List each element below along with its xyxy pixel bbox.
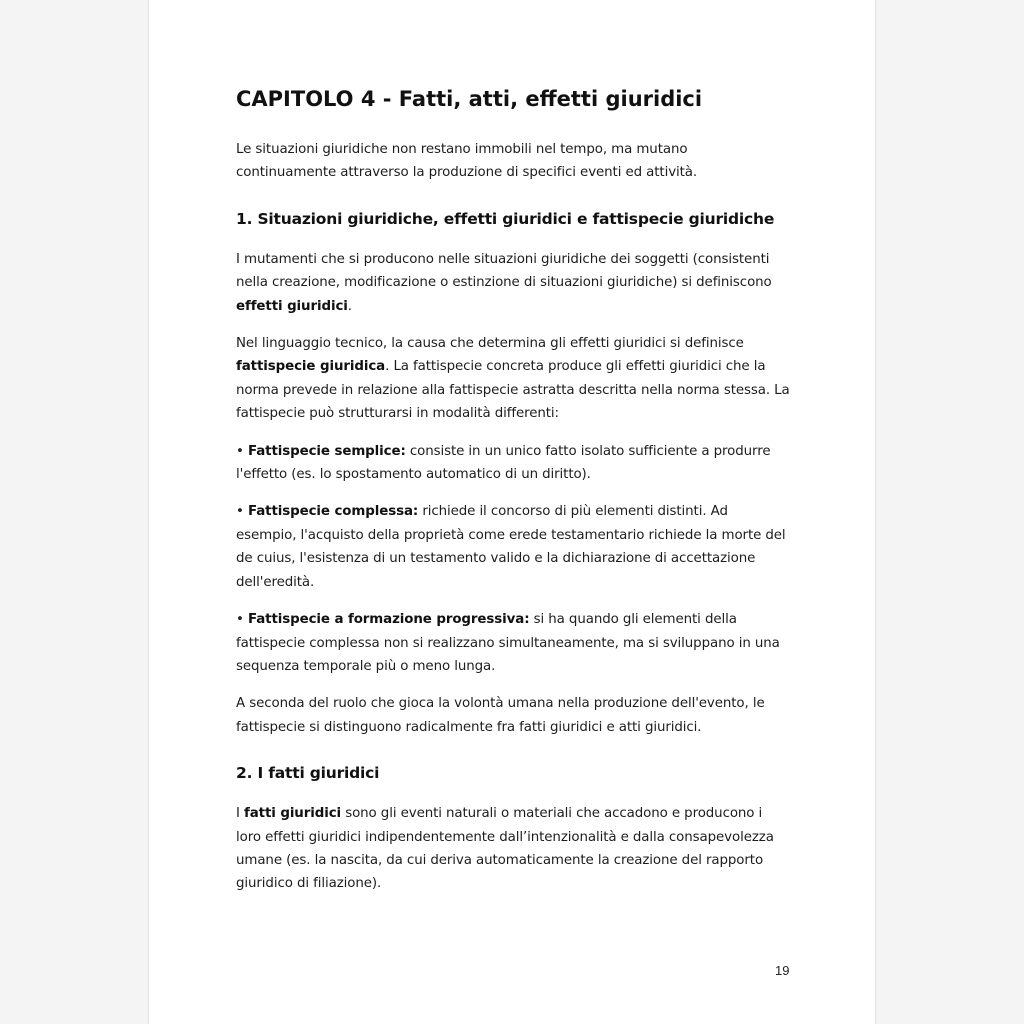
intro-paragraph: Le situazioni giuridiche non restano immobili nel tempo, ma mutano continuamente attraverso la produzione di specifici eventi ed attività. bbox=[236, 142, 698, 181]
bullet-fattispecie-progressiva: • Fattispecie a formazione progressiva: si ha quando gli elementi della fattispecie complessa non si realizzano simultaneamente, ma si sviluppano in una sequenza temporale più o meno lunga. bbox=[236, 612, 780, 674]
section-1-paragraph-1: I mutamenti che si producono nelle situazioni giuridiche dei soggetti (consistenti nella creazione, modificazione o estinzione di situazioni giuridiche) si definiscono effetti giuridici. bbox=[236, 251, 772, 314]
page-number: 19 bbox=[775, 963, 790, 978]
section-1-heading: 1. Situazioni giuridiche, effetti giuridici e fattispecie giuridiche bbox=[236, 209, 775, 228]
section-2-paragraph-1: I fatti giuridici sono gli eventi naturali o materiali che accadono e producono i loro effetti giuridici indipendentemente dall’intenzionalità e dalla consapevolezza umane (es. la nascita, da cui deriva automaticamente la creazione del rapporto giuridico di filiazione). bbox=[236, 806, 774, 892]
section-2-heading: 2. I fatti giuridici bbox=[236, 764, 380, 783]
term-fatti-giuridici: fatti giuridici bbox=[244, 806, 342, 822]
page-content bbox=[236, 84, 791, 910]
section-1-paragraph-2: Nel linguaggio tecnico, la causa che determina gli effetti giuridici si definisce fattispecie giuridica. La fattispecie concreta produce gli effetti giuridici che la norma prevede in relazione alla fattispecie astratta descritta nella norma stessa. La fattispecie può strutturarsi in modalità differenti: bbox=[236, 336, 790, 422]
document-page bbox=[148, 0, 876, 1024]
term-fattispecie-giuridica: fattispecie giuridica bbox=[236, 359, 386, 375]
term-effetti-giuridici: effetti giuridici bbox=[236, 298, 348, 314]
section-1-closing-paragraph: A seconda del ruolo che gioca la volontà umana nella produzione dell'evento, le fattispecie si distinguono radicalmente fra fatti giuridici e atti giuridici. bbox=[236, 696, 765, 735]
bullet-fattispecie-semplice: • Fattispecie semplice: consiste in un unico fatto isolato sufficiente a produrre l'effetto (es. lo spostamento automatico di un diritto). bbox=[236, 443, 771, 483]
bullet-fattispecie-complessa: • Fattispecie complessa: richiede il concorso di più elementi distinti. Ad esempio, l'acquisto della proprietà come erede testamentario richiede la morte del de cuius, l'esistenza di un testamento valido e la dichiarazione di accettazione dell'eredità. bbox=[236, 504, 786, 590]
chapter-title: CAPITOLO 4 - Fatti, atti, effetti giuridici bbox=[236, 87, 703, 111]
